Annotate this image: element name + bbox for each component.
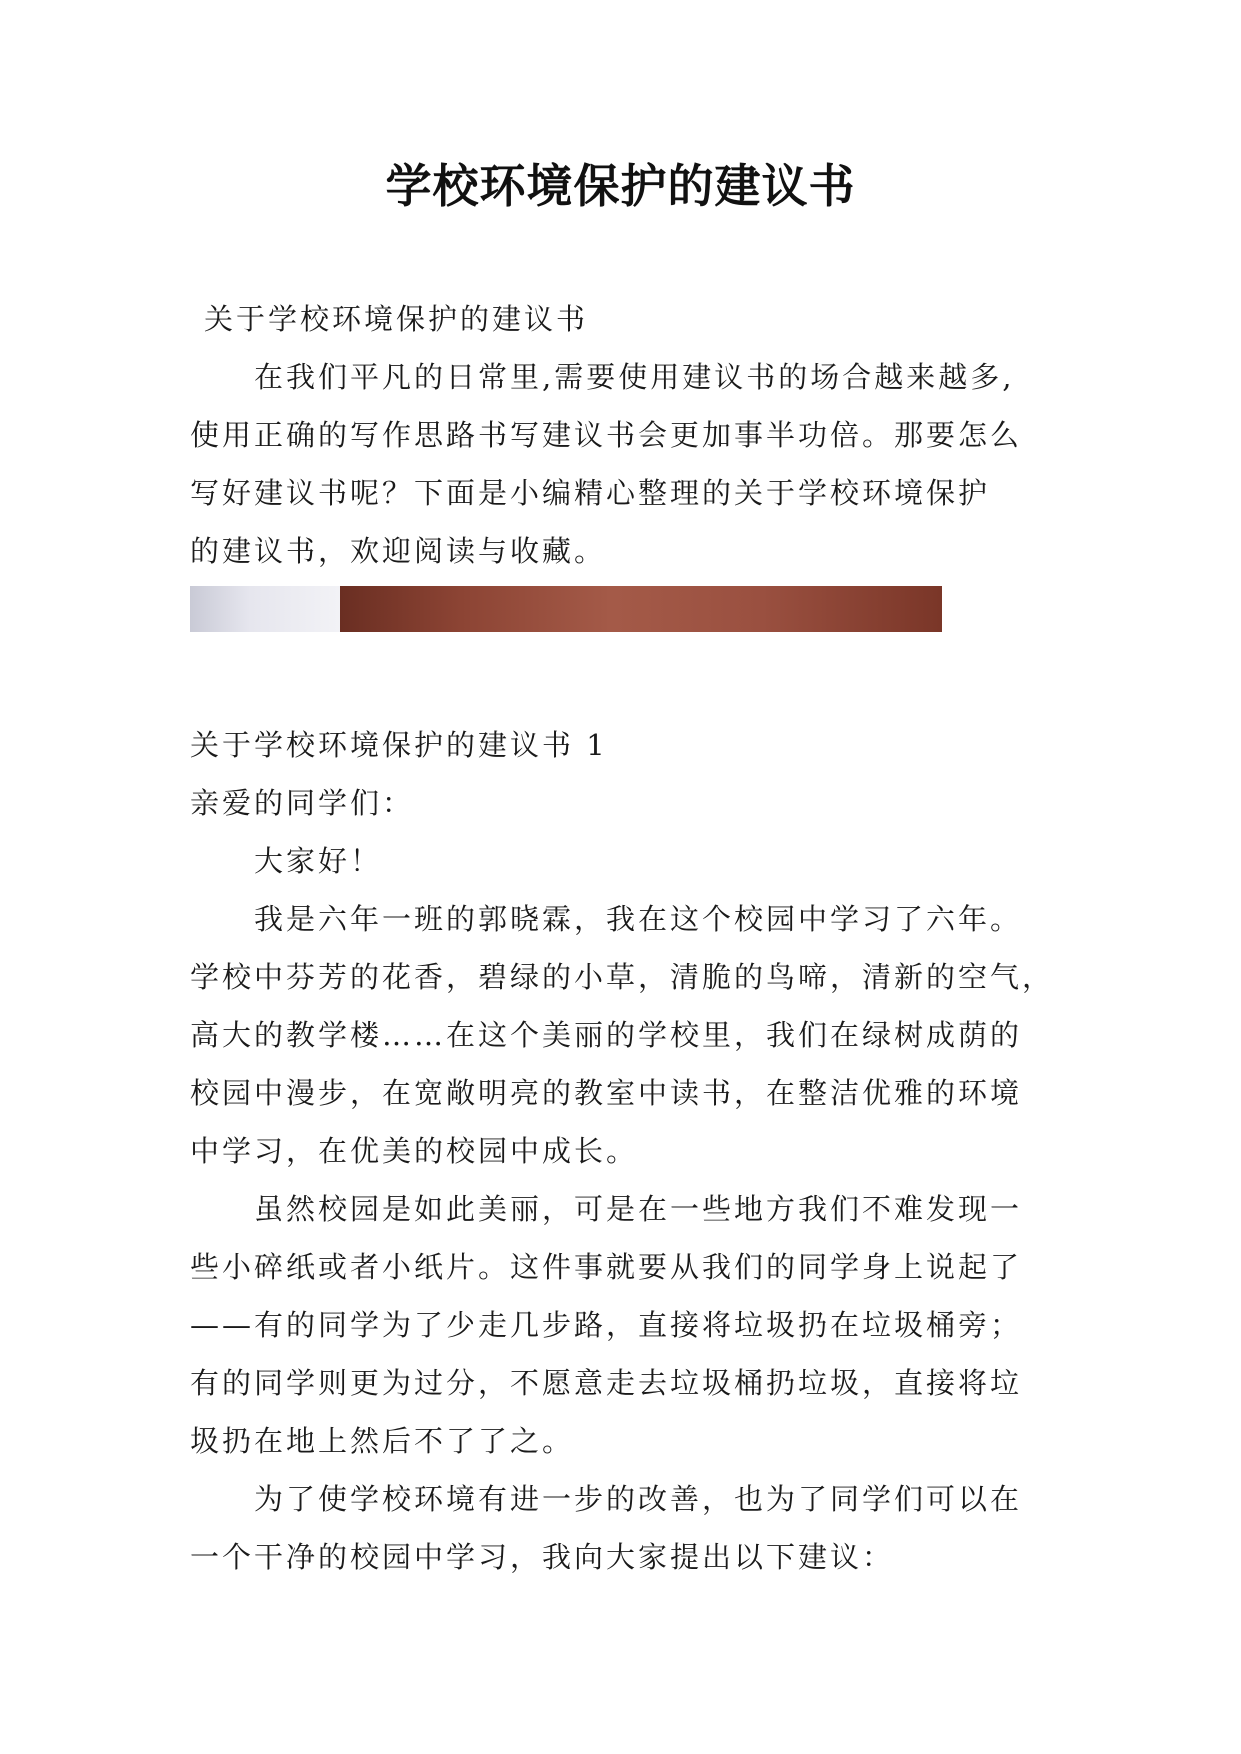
paragraph-3 [190,1470,1050,1586]
paragraph-line: 虽然校园是如此美丽，可是在一些地方我们不难发现一 [254,1192,1023,1226]
paragraph-1 [190,890,1055,1180]
paragraph-line: 我是六年一班的郭晓霖，我在这个校园中学习了六年。 [254,902,1023,936]
photo-segment-brick [340,586,942,632]
paragraph-line: 些小碎纸或者小纸片。这件事就要从我们的同学身上说起了 [190,1250,1023,1284]
page-title: 学校环境保护的建议书 [385,159,856,213]
paragraph-line: 有的同学则更为过分，不愿意走去垃圾桶扔垃圾，直接将垃 [190,1366,1023,1400]
paragraph-line: 圾扔在地上然后不了了之。 [190,1424,575,1458]
paragraph-line: 校园中漫步，在宽敞明亮的教室中读书，在整洁优雅的环境 [190,1076,1023,1110]
salutation: 亲爱的同学们： [190,786,415,820]
intro-line: 写好建议书呢？下面是小编精心整理的关于学校环境保护 [190,476,991,510]
cropped-photo-banner [190,586,942,632]
intro-paragraph [190,348,1050,580]
photo-segment-light [190,586,340,632]
paragraph-line: ——有的同学为了少走几步路，直接将垃圾扔在垃圾桶旁； [190,1308,1023,1342]
spacer [190,632,1050,716]
subtitle: 关于学校环境保护的建议书 [204,302,589,336]
intro-line: 在我们平凡的日常里,需要使用建议书的场合越来越多, [254,360,1015,394]
greeting: 大家好！ [254,844,383,878]
section-heading: 关于学校环境保护的建议书 1 [190,728,608,762]
intro-line: 使用正确的写作思路书写建议书会更加事半功倍。那要怎么 [190,418,1023,452]
paragraph-line: 中学习，在优美的校园中成长。 [190,1134,639,1168]
paragraph-line: 为了使学校环境有进一步的改善，也为了同学们可以在 [254,1482,1023,1516]
intro-line: 的建议书，欢迎阅读与收藏。 [190,534,607,568]
paragraph-line: 学校中芬芳的花香，碧绿的小草，清脆的鸟啼，清新的空气， [190,960,1055,994]
document-body [190,290,1055,1586]
paragraph-line: 高大的教学楼……在这个美丽的学校里，我们在绿树成荫的 [190,1018,1023,1052]
paragraph-line: 一个干净的校园中学习，我向大家提出以下建议： [190,1540,895,1574]
paragraph-2 [190,1180,1050,1470]
